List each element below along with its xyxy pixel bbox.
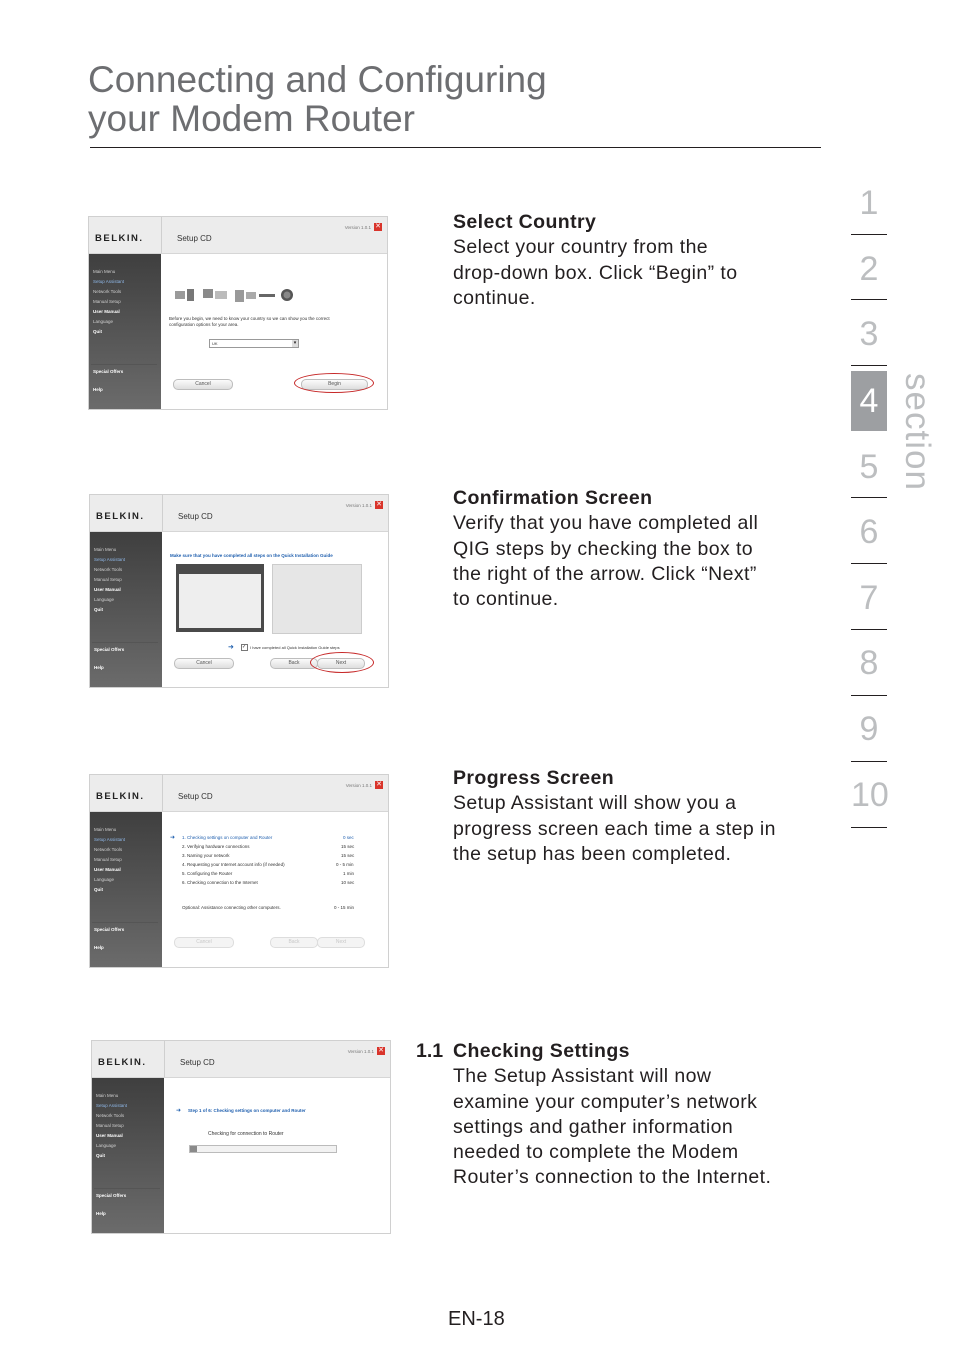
page-title-line-2: your Modem Router	[88, 98, 415, 139]
menu-item[interactable]: Network Tools	[93, 289, 122, 294]
step-heading: Progress Screen	[453, 767, 615, 789]
progress-step-time: 10 sec	[341, 880, 355, 885]
highlight-ring	[310, 652, 374, 673]
begin-button[interactable]: Begin	[301, 379, 368, 390]
menu-item[interactable]: Manual Setup	[96, 1123, 124, 1128]
cancel-button[interactable]: Cancel	[174, 658, 234, 669]
version-label: Version 1.0.1	[345, 503, 372, 508]
menu-item[interactable]: Main Menu	[96, 1093, 119, 1098]
close-icon[interactable]: ✕	[375, 223, 381, 230]
progress-step: 6. Checking connection to the Internet	[182, 880, 258, 885]
menu-item[interactable]: Quit	[94, 607, 103, 612]
app-header	[89, 217, 387, 254]
close-icon[interactable]: ✕	[376, 501, 382, 508]
app-header	[90, 495, 388, 532]
menu-item[interactable]: Network Tools	[94, 847, 123, 852]
country-select-value: UK	[212, 341, 218, 346]
step-text-line: needed to complete the Modem	[453, 1141, 739, 1164]
app-title: Setup CD	[178, 792, 213, 801]
step-text-line: the right of the arrow. Click “Next”	[453, 562, 757, 585]
menu-item-selected[interactable]: Setup Assistant	[94, 837, 126, 842]
section-6[interactable]: 6	[859, 513, 879, 551]
step-checking-settings	[453, 1039, 823, 1191]
belkin-logo: BELKIN.	[95, 233, 144, 244]
header-divider	[161, 217, 162, 253]
step-text-line: QIG steps by checking the box to	[453, 537, 754, 560]
checkbox-label: I have completed all Quick Installation Guide steps	[250, 645, 340, 650]
section-divider	[851, 827, 887, 828]
section-divider	[851, 761, 887, 762]
sidebar-divider	[92, 642, 158, 643]
progress-step: 5. Configuring the Router	[182, 871, 233, 876]
section-3[interactable]: 3	[859, 315, 879, 353]
sidebar-divider	[94, 1188, 160, 1189]
menu-item[interactable]: Language	[94, 597, 115, 602]
title-divider	[90, 147, 821, 148]
menu-item[interactable]: Main Menu	[94, 547, 117, 552]
section-4-active[interactable]: 4	[851, 371, 887, 431]
page-title-line-1: Connecting and Configuring	[88, 59, 547, 100]
version-label: Version 1.0.1	[345, 783, 372, 788]
menu-item[interactable]: User Manual	[93, 309, 120, 314]
belkin-logo: BELKIN.	[96, 511, 145, 522]
menu-item[interactable]: Special Offers	[96, 1193, 127, 1198]
app-title: Setup CD	[178, 512, 213, 521]
step-number: 1.1	[416, 1040, 444, 1062]
menu-item[interactable]: User Manual	[94, 867, 121, 872]
section-label: section	[898, 373, 937, 491]
back-button[interactable]: Back	[270, 937, 318, 948]
belkin-logo: BELKIN.	[96, 791, 145, 802]
progress-step-time: 15 sec	[341, 853, 355, 858]
menu-item[interactable]: Quit	[96, 1153, 105, 1158]
menu-item[interactable]: Special Offers	[94, 647, 125, 652]
app-sidebar	[90, 812, 162, 967]
header-divider	[162, 775, 163, 811]
intro-text: configuration options for your area.	[169, 322, 239, 327]
step-text-line: settings and gather information	[453, 1115, 734, 1138]
optional-step: Optional: Assistance connecting other computers.	[182, 905, 281, 910]
step-text-line: Router’s connection to the Internet.	[453, 1166, 772, 1189]
step-confirmation-screen	[453, 486, 823, 612]
menu-item[interactable]: Manual Setup	[94, 857, 122, 862]
country-select[interactable]	[209, 339, 299, 348]
menu-item-selected[interactable]: Setup Assistant	[94, 557, 126, 562]
step-select-country	[453, 210, 823, 311]
menu-item[interactable]: Network Tools	[96, 1113, 125, 1118]
menu-item[interactable]: Manual Setup	[94, 577, 122, 582]
app-sidebar	[90, 532, 162, 687]
chevron-down-icon: ▾	[293, 340, 297, 346]
menu-item[interactable]: Main Menu	[94, 827, 117, 832]
optional-step-time: 0 - 15 min	[334, 905, 355, 910]
app-body	[162, 532, 388, 687]
screenshot-confirmation	[89, 494, 389, 688]
menu-item[interactable]: Help	[94, 665, 104, 670]
step-progress-screen	[453, 766, 823, 867]
section-8[interactable]: 8	[859, 644, 879, 682]
menu-item[interactable]: User Manual	[96, 1133, 123, 1138]
app-body	[161, 254, 387, 409]
step-text-line: The Setup Assistant will now	[453, 1065, 712, 1088]
sidebar-divider	[92, 922, 158, 923]
menu-item[interactable]: User Manual	[94, 587, 121, 592]
next-button[interactable]: Next	[317, 937, 365, 948]
qig-checkbox[interactable]: ✓	[242, 644, 247, 650]
app-sidebar	[89, 254, 161, 409]
progress-step-time: 0 - 5 min	[336, 862, 354, 867]
menu-item[interactable]: Manual Setup	[93, 299, 121, 304]
step-heading: Checking Settings	[453, 1040, 630, 1062]
section-9[interactable]: 9	[859, 710, 879, 748]
step-text-line: continue.	[453, 286, 536, 309]
menu-item[interactable]: Language	[96, 1143, 117, 1148]
header-divider	[162, 495, 163, 531]
menu-item-selected[interactable]: Setup Assistant	[93, 279, 125, 284]
app-body	[162, 812, 388, 967]
step-heading: Confirmation Screen	[453, 487, 653, 509]
belkin-logo: BELKIN.	[98, 1057, 147, 1068]
menu-item[interactable]: Help	[96, 1211, 106, 1216]
cancel-button[interactable]: Cancel	[174, 937, 234, 948]
menu-item[interactable]: Network Tools	[94, 567, 123, 572]
step-text-line: the setup has been completed.	[453, 842, 732, 865]
network-diagram-icon	[173, 282, 303, 312]
step-text-line: Verify that you have completed all	[453, 512, 759, 535]
app-header	[90, 775, 388, 812]
app-title: Setup CD	[180, 1058, 215, 1067]
cancel-button[interactable]: Cancel	[173, 379, 233, 390]
progress-step: 2. Verifying hardware connections	[182, 844, 250, 849]
close-icon[interactable]: ✕	[378, 1047, 384, 1054]
checking-heading: Step 1 of 6: Checking settings on computer and Router	[188, 1108, 306, 1113]
section-divider	[851, 365, 887, 366]
app-title: Setup CD	[177, 234, 212, 243]
menu-item[interactable]: Help	[94, 945, 104, 950]
page-number: EN-18	[448, 1308, 505, 1330]
screenshot-progress	[89, 774, 389, 968]
qig-thumbnail	[176, 564, 264, 632]
version-label: Version 1.0.1	[344, 225, 371, 230]
checking-status: Checking for connection to Router	[208, 1131, 284, 1137]
header-divider	[164, 1041, 165, 1077]
app-body	[164, 1078, 390, 1233]
section-divider	[851, 299, 887, 300]
step-text-line: Select your country from the	[453, 236, 709, 259]
section-1[interactable]: 1	[859, 184, 879, 222]
progress-step: 4. Requesting your Internet account info (if needed)	[182, 862, 285, 867]
step-text-line: to continue.	[453, 588, 559, 611]
section-7[interactable]: 7	[859, 579, 879, 617]
step-heading: Select Country	[453, 211, 597, 233]
menu-item[interactable]: Special Offers	[93, 369, 124, 374]
screenshot-checking-settings	[91, 1040, 391, 1234]
intro-text: Before you begin, we need to know your country so we can show you the correct	[169, 316, 330, 321]
section-divider	[851, 695, 887, 696]
progress-step: 3. Naming your network	[182, 853, 230, 858]
progress-bar	[189, 1145, 337, 1153]
section-divider	[851, 234, 887, 235]
section-divider	[851, 563, 887, 564]
step-text-line: Setup Assistant will show you a	[453, 792, 737, 815]
page-title	[88, 60, 547, 138]
menu-item[interactable]: Special Offers	[94, 927, 125, 932]
back-button[interactable]: Back	[270, 658, 318, 669]
arrow-right-icon: ➜	[170, 835, 176, 841]
menu-item[interactable]: Main Menu	[93, 269, 116, 274]
menu-item[interactable]: Help	[93, 387, 103, 392]
highlight-ring	[294, 373, 374, 393]
step-text-line: progress screen each time a step in	[453, 817, 776, 840]
menu-item[interactable]: Language	[93, 319, 114, 324]
close-icon[interactable]: ✕	[376, 781, 382, 788]
progress-bar-fill	[190, 1146, 197, 1152]
progress-step-time: 0 sec	[343, 835, 354, 840]
section-divider	[851, 629, 887, 630]
section-10[interactable]: 10	[851, 776, 889, 814]
step-text-line: examine your computer’s network	[453, 1090, 758, 1113]
screenshot-select-country	[88, 216, 388, 410]
qig-thumbnail	[272, 564, 362, 634]
menu-item[interactable]: Language	[94, 877, 115, 882]
menu-item-selected[interactable]: Setup Assistant	[96, 1103, 128, 1108]
arrow-right-icon: ➜	[228, 644, 234, 651]
arrow-right-icon: ➜	[176, 1108, 182, 1114]
section-2[interactable]: 2	[859, 250, 879, 288]
menu-item[interactable]: Quit	[94, 887, 103, 892]
section-divider	[851, 497, 887, 498]
progress-step: 1. Checking settings on computer and Router	[182, 835, 273, 840]
app-sidebar	[92, 1078, 164, 1233]
sidebar-divider	[91, 364, 157, 365]
menu-item[interactable]: Quit	[93, 329, 102, 334]
version-label: Version 1.0.1	[347, 1049, 374, 1054]
next-button[interactable]: Next	[317, 658, 365, 669]
step-text-line: drop-down box. Click “Begin” to	[453, 261, 738, 284]
progress-step-time: 15 sec	[341, 844, 355, 849]
app-header	[92, 1041, 390, 1078]
section-5[interactable]: 5	[859, 448, 879, 486]
progress-step-time: 1 min	[343, 871, 355, 876]
confirmation-heading: Make sure that you have completed all steps on the Quick Installation Guide	[170, 553, 333, 558]
